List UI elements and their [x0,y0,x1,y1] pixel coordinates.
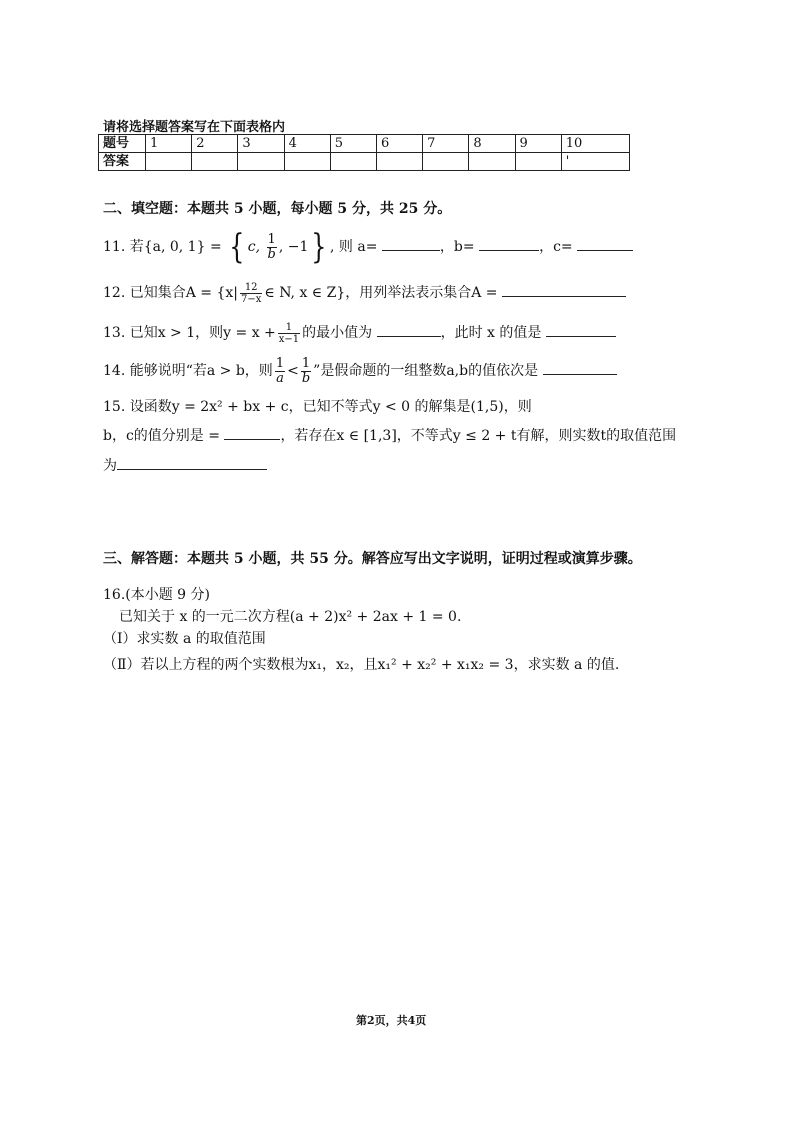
answer-cell[interactable] [238,153,284,171]
question-number-cell: 7 [423,135,469,153]
q11-c-label: ，c= [539,239,573,255]
answer-cell[interactable] [330,153,376,171]
q13-fraction [278,322,300,345]
section-2-heading: 二、填空题：本题共 5 小题，每小题 5 分，共 25 分。 [103,201,452,217]
question-number-cell: 3 [238,135,284,153]
question-number-cell: 1 [146,135,192,153]
q11-prefix: 11. 若{a, 0, 1} = [103,239,222,255]
page-footer: 第2页，共4页 [356,1014,427,1027]
q14-frac1-den: a [276,370,284,386]
q14-suffix: ”是假命题的一组整数a,b的值依次是 [313,363,539,379]
answer-blank-b[interactable] [479,238,539,251]
answer-blank-t-range[interactable] [117,457,267,470]
question-16-part-2: （Ⅱ）若以上方程的两个实数根为x₁，x₂，且x₁² + x₂² + x₁x₂ = 3，求实数 a 的值. [103,657,620,673]
q14-frac2-num: 1 [301,355,311,371]
q14-fraction-1 [275,357,285,386]
q11-b-label: ，b= [439,239,475,255]
question-11 [103,227,633,267]
question-number-cell: 10 [561,135,629,153]
q11-frac-den: b [267,246,276,262]
answer-blank-x-value[interactable] [546,324,616,337]
q12-frac-den: 7−x [240,293,262,305]
q15-line2-b: ，若存在x ∈ [1,3]，不等式y ≤ 2 + t有解，则实数t的取值范围 [280,428,677,444]
row-header-answer: 答案 [99,153,146,171]
q14-frac2-den: b [301,370,311,386]
answer-cell[interactable] [423,153,469,171]
q13-frac-num: 1 [278,322,300,334]
table-row-answers [99,153,630,171]
q12-fraction [240,282,262,305]
question-12 [103,280,626,306]
answer-blank-ab-values[interactable] [543,362,617,375]
question-14 [103,356,617,386]
q12-prefix: 12. 已知集合A = {x| [103,285,238,301]
answer-blank-a[interactable] [382,238,440,251]
right-brace: } [311,227,327,267]
section-3-heading: 三、解答题：本题共 5 小题，共 55 分。解答应写出文字说明，证明过程或演算步骤。 [103,551,642,567]
question-15-line-2 [103,425,676,445]
question-number-cell: 9 [515,135,561,153]
instruction-text: 请将选择题答案写在下面表格内 [103,120,286,135]
q14-fraction-2 [301,357,311,386]
q12-suffix: ∈ N, x ∈ Z}，用列举法表示集合A = [264,285,498,301]
question-number-cell: 6 [376,135,422,153]
answer-cell[interactable] [515,153,561,171]
question-15-line-3 [103,455,267,475]
answer-cell[interactable] [146,153,192,171]
table-row-numbers [99,135,630,153]
q11-then-a: , 则 a= [330,239,378,255]
q13-prefix: 13. 已知x > 1，则y = x + [103,325,276,341]
question-16-part-1: （Ⅰ）求实数 a 的取值范围 [103,631,266,647]
q13-suffix: 的最小值为 [302,325,373,341]
answer-cell[interactable] [376,153,422,171]
answer-blank-set-a[interactable] [502,284,626,297]
q13-frac-den: x−1 [278,333,300,345]
q11-set-c: c, [247,239,261,255]
answer-cell[interactable] [469,153,515,171]
q11-set-tail: , −1 [278,239,309,255]
q14-prefix: 14. 能够说明“若a > b，则 [103,363,273,379]
answer-blank-bc-values[interactable] [224,427,280,440]
left-brace: { [229,227,245,267]
answer-table [98,134,630,171]
q13-mid: ，此时 x 的值是 [440,325,542,341]
answer-cell[interactable]: ' [561,153,629,171]
question-number-cell: 5 [330,135,376,153]
q11-fraction [267,233,277,262]
question-13 [103,320,616,346]
question-number-cell: 2 [192,135,238,153]
q11-frac-num: 1 [267,231,276,247]
answer-cell[interactable] [284,153,330,171]
q12-frac-num: 12 [240,282,262,294]
q14-lt: < [287,363,299,379]
question-15-line-1: 15. 设函数y = 2x² + bx + c，已知不等式y < 0 的解集是(1,5)，则 [103,399,532,415]
answer-blank-min-value[interactable] [377,324,441,337]
q15-line2-a: b，c的值分别是 = [103,428,220,444]
question-number-cell: 4 [284,135,330,153]
answer-blank-c[interactable] [577,238,633,251]
row-header-number: 题号 [99,135,146,153]
question-16-stem: 已知关于 x 的一元二次方程(a + 2)x² + 2ax + 1 = 0. [119,609,462,625]
q15-line3: 为 [103,458,117,474]
question-number-cell: 8 [469,135,515,153]
answer-cell[interactable] [192,153,238,171]
question-16-title: 16.(本小题 9 分) [103,587,210,603]
q14-frac1-num: 1 [275,355,285,371]
